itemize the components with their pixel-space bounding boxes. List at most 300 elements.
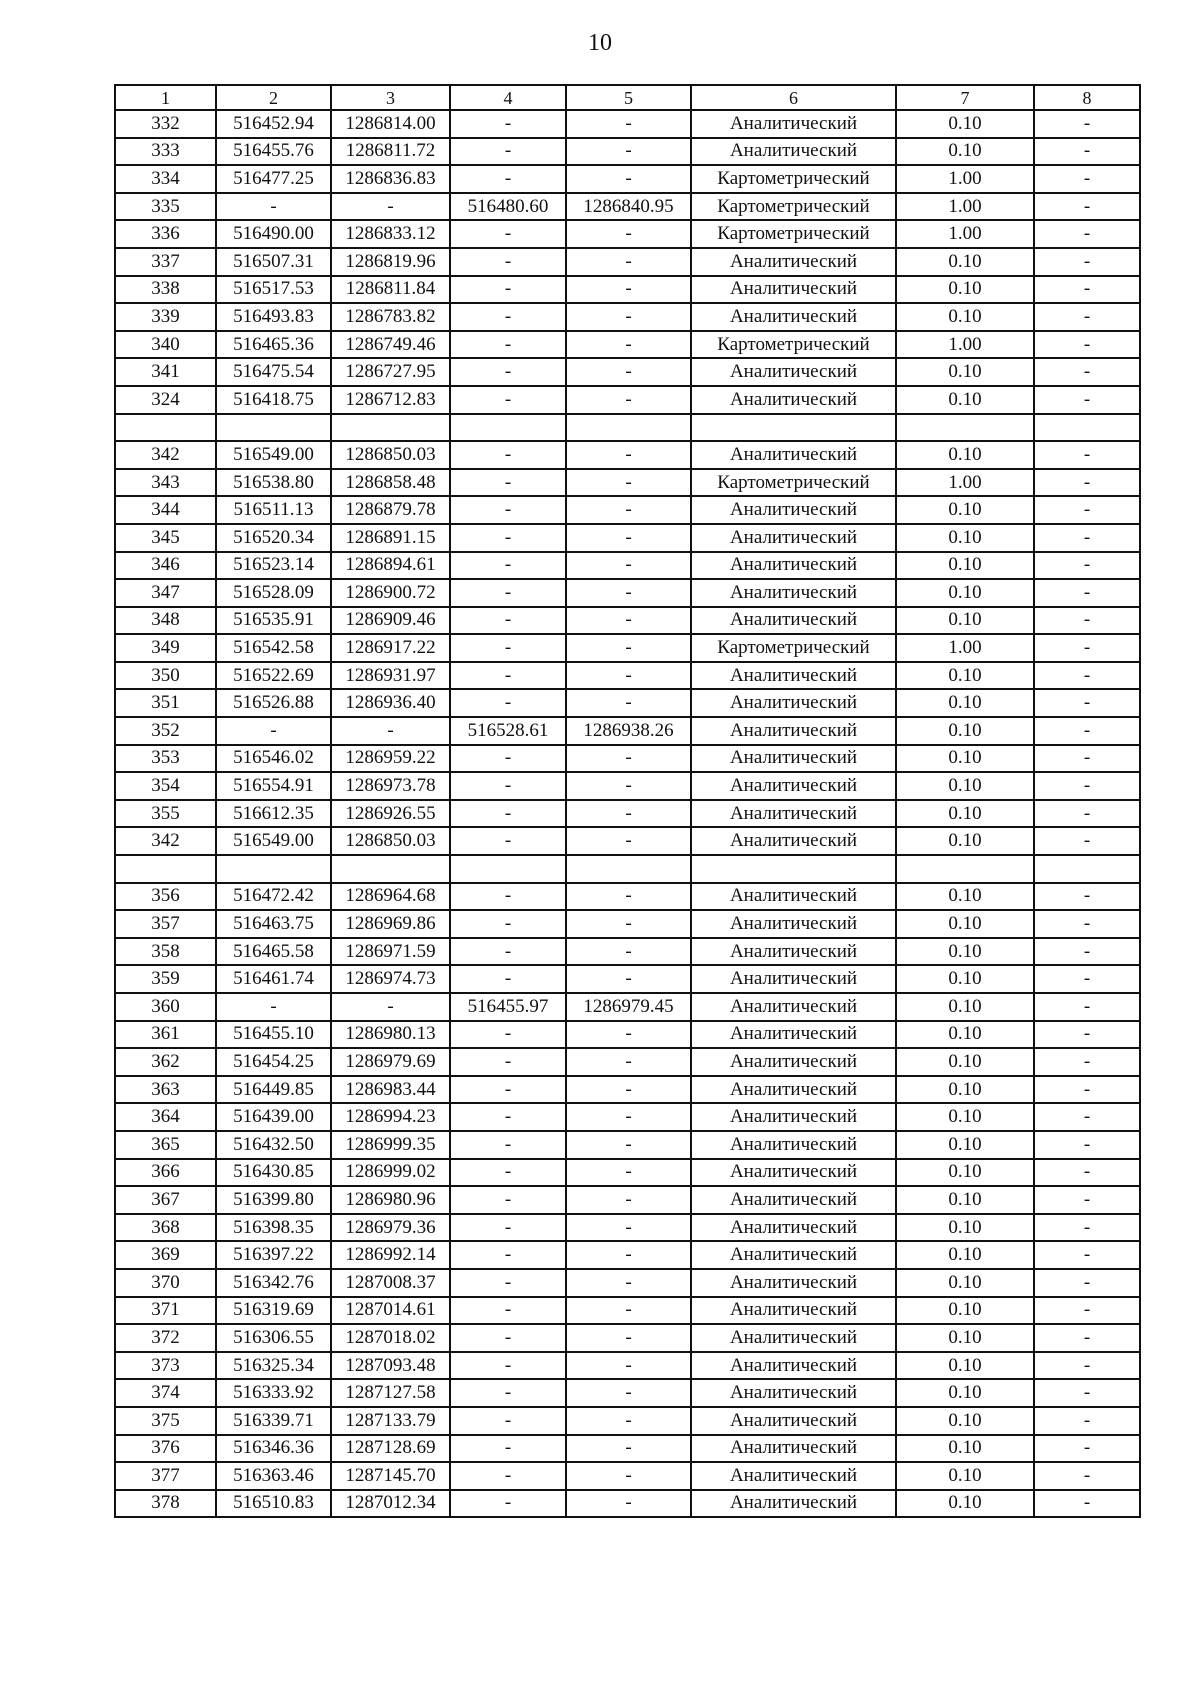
method-cell: Картометрический [691, 165, 896, 193]
x-coordinate-new-cell: - [450, 552, 566, 580]
x-coordinate-new-cell: - [450, 496, 566, 524]
table-row [115, 165, 1140, 193]
x-coordinate-cell: 516455.76 [216, 138, 331, 166]
point-number-cell: 368 [115, 1214, 216, 1242]
x-coordinate-cell: 516522.69 [216, 662, 331, 690]
accuracy-cell: 0.10 [896, 1490, 1034, 1518]
table-row [115, 938, 1140, 966]
note-cell: - [1034, 1076, 1140, 1104]
x-coordinate-cell: 516490.00 [216, 220, 331, 248]
accuracy-cell: 1.00 [896, 634, 1034, 662]
x-coordinate-cell: 516554.91 [216, 772, 331, 800]
point-number-cell: 361 [115, 1021, 216, 1049]
note-cell: - [1034, 1352, 1140, 1380]
y-coordinate-new-cell: - [566, 910, 691, 938]
y-coordinate-cell: 1287093.48 [331, 1352, 450, 1380]
method-cell: Картометрический [691, 634, 896, 662]
x-coordinate-new-cell: - [450, 1379, 566, 1407]
note-cell: - [1034, 110, 1140, 138]
method-cell: Аналитический [691, 358, 896, 386]
x-coordinate-cell: 516528.09 [216, 579, 331, 607]
x-coordinate-new-cell: - [450, 1131, 566, 1159]
y-coordinate-new-cell: - [566, 938, 691, 966]
table-row [115, 220, 1140, 248]
column-header: 1 [115, 85, 216, 110]
x-coordinate-new-cell: 516480.60 [450, 193, 566, 221]
y-coordinate-new-cell: - [566, 441, 691, 469]
y-coordinate-new-cell: - [566, 552, 691, 580]
y-coordinate-new-cell: - [566, 1241, 691, 1269]
note-cell: - [1034, 662, 1140, 690]
accuracy-cell: 0.10 [896, 1214, 1034, 1242]
y-coordinate-new-cell: - [566, 634, 691, 662]
note-cell: - [1034, 689, 1140, 717]
y-coordinate-cell: 1286980.96 [331, 1186, 450, 1214]
note-cell: - [1034, 993, 1140, 1021]
y-coordinate-new-cell: - [566, 1435, 691, 1463]
y-coordinate-cell: 1287133.79 [331, 1407, 450, 1435]
x-coordinate-cell: 516342.76 [216, 1269, 331, 1297]
table-row [115, 579, 1140, 607]
point-number-cell: 366 [115, 1159, 216, 1187]
table-row [115, 1407, 1140, 1435]
y-coordinate-cell: 1286917.22 [331, 634, 450, 662]
x-coordinate-cell: 516333.92 [216, 1379, 331, 1407]
note-cell: - [1034, 717, 1140, 745]
table-row [115, 1214, 1140, 1242]
x-coordinate-cell: 516477.25 [216, 165, 331, 193]
y-coordinate-cell: 1287128.69 [331, 1435, 450, 1463]
method-cell: Аналитический [691, 110, 896, 138]
x-coordinate-new-cell: - [450, 607, 566, 635]
table-row [115, 552, 1140, 580]
accuracy-cell: 0.10 [896, 607, 1034, 635]
table-row [115, 910, 1140, 938]
x-coordinate-cell: 516549.00 [216, 827, 331, 855]
table-row [115, 745, 1140, 773]
point-number-cell: 332 [115, 110, 216, 138]
y-coordinate-new-cell: - [566, 138, 691, 166]
point-number-cell: 357 [115, 910, 216, 938]
x-coordinate-new-cell: - [450, 1048, 566, 1076]
x-coordinate-new-cell: - [450, 1435, 566, 1463]
x-coordinate-new-cell: - [450, 303, 566, 331]
y-coordinate-cell: 1286980.13 [331, 1021, 450, 1049]
method-cell: Аналитический [691, 1407, 896, 1435]
x-coordinate-new-cell: - [450, 524, 566, 552]
y-coordinate-cell: 1286964.68 [331, 883, 450, 911]
y-coordinate-new-cell: - [566, 1021, 691, 1049]
y-coordinate-cell: 1286811.72 [331, 138, 450, 166]
x-coordinate-new-cell: - [450, 827, 566, 855]
note-cell: - [1034, 1379, 1140, 1407]
table-row [115, 800, 1140, 828]
table-row [115, 1269, 1140, 1297]
y-coordinate-cell: 1286749.46 [331, 331, 450, 359]
point-number-cell: 356 [115, 883, 216, 911]
accuracy-cell: 0.10 [896, 1241, 1034, 1269]
x-coordinate-cell: 516507.31 [216, 248, 331, 276]
accuracy-cell: 0.10 [896, 1297, 1034, 1325]
point-number-cell: 370 [115, 1269, 216, 1297]
method-cell: Аналитический [691, 303, 896, 331]
y-coordinate-new-cell: 1286840.95 [566, 193, 691, 221]
accuracy-cell: 0.10 [896, 938, 1034, 966]
table-row [115, 1462, 1140, 1490]
accuracy-cell: 0.10 [896, 552, 1034, 580]
y-coordinate-new-cell: - [566, 248, 691, 276]
x-coordinate-new-cell: - [450, 1269, 566, 1297]
x-coordinate-cell: - [216, 717, 331, 745]
y-coordinate-new-cell: 1286979.45 [566, 993, 691, 1021]
x-coordinate-cell: 516430.85 [216, 1159, 331, 1187]
note-cell: - [1034, 496, 1140, 524]
accuracy-cell: 1.00 [896, 193, 1034, 221]
y-coordinate-cell: 1287008.37 [331, 1269, 450, 1297]
x-coordinate-new-cell: - [450, 1352, 566, 1380]
accuracy-cell: 0.10 [896, 358, 1034, 386]
table-row [115, 662, 1140, 690]
note-cell: - [1034, 883, 1140, 911]
column-header: 7 [896, 85, 1034, 110]
method-cell: Аналитический [691, 1379, 896, 1407]
x-coordinate-cell: 516439.00 [216, 1103, 331, 1131]
point-number-cell: 362 [115, 1048, 216, 1076]
point-number-cell: 352 [115, 717, 216, 745]
x-coordinate-cell: 516399.80 [216, 1186, 331, 1214]
accuracy-cell: 1.00 [896, 165, 1034, 193]
point-number-cell: 336 [115, 220, 216, 248]
table-row [115, 1324, 1140, 1352]
note-cell: - [1034, 1407, 1140, 1435]
accuracy-cell: 0.10 [896, 248, 1034, 276]
point-number-cell: 334 [115, 165, 216, 193]
table-row [115, 827, 1140, 855]
y-coordinate-new-cell: - [566, 1490, 691, 1518]
method-cell: Аналитический [691, 579, 896, 607]
method-cell: Аналитический [691, 965, 896, 993]
method-cell: Аналитический [691, 1131, 896, 1159]
y-coordinate-new-cell: - [566, 607, 691, 635]
note-cell: - [1034, 745, 1140, 773]
note-cell: - [1034, 524, 1140, 552]
note-cell: - [1034, 220, 1140, 248]
x-coordinate-new-cell: - [450, 965, 566, 993]
y-coordinate-new-cell: - [566, 965, 691, 993]
y-coordinate-new-cell: - [566, 1048, 691, 1076]
table-row [115, 303, 1140, 331]
y-coordinate-cell: 1286969.86 [331, 910, 450, 938]
table-row [115, 1076, 1140, 1104]
point-number-cell: 373 [115, 1352, 216, 1380]
note-cell: - [1034, 552, 1140, 580]
y-coordinate-new-cell: - [566, 1159, 691, 1187]
x-coordinate-new-cell: - [450, 1462, 566, 1490]
point-number-cell: 372 [115, 1324, 216, 1352]
accuracy-cell: 0.10 [896, 1269, 1034, 1297]
accuracy-cell: 1.00 [896, 220, 1034, 248]
x-coordinate-new-cell: - [450, 745, 566, 773]
point-number-cell: 351 [115, 689, 216, 717]
method-cell: Аналитический [691, 993, 896, 1021]
method-cell: Аналитический [691, 386, 896, 414]
x-coordinate-cell: 516612.35 [216, 800, 331, 828]
x-coordinate-new-cell: - [450, 1186, 566, 1214]
point-number-cell: 345 [115, 524, 216, 552]
header-row [115, 85, 1140, 110]
x-coordinate-new-cell: 516455.97 [450, 993, 566, 1021]
x-coordinate-new-cell [450, 855, 566, 883]
y-coordinate-cell: 1287014.61 [331, 1297, 450, 1325]
method-cell: Аналитический [691, 248, 896, 276]
accuracy-cell [896, 855, 1034, 883]
y-coordinate-new-cell: - [566, 745, 691, 773]
y-coordinate-cell: 1286858.48 [331, 469, 450, 497]
point-number-cell: 341 [115, 358, 216, 386]
x-coordinate-new-cell: - [450, 634, 566, 662]
point-number-cell: 378 [115, 1490, 216, 1518]
x-coordinate-new-cell [450, 414, 566, 442]
y-coordinate-new-cell: - [566, 1407, 691, 1435]
table-row [115, 772, 1140, 800]
point-number-cell: 349 [115, 634, 216, 662]
table-row [115, 1103, 1140, 1131]
method-cell: Аналитический [691, 1103, 896, 1131]
y-coordinate-new-cell: - [566, 165, 691, 193]
y-coordinate-new-cell: - [566, 331, 691, 359]
x-coordinate-new-cell: - [450, 689, 566, 717]
method-cell: Аналитический [691, 552, 896, 580]
x-coordinate-cell: 516517.53 [216, 276, 331, 304]
y-coordinate-new-cell: - [566, 1269, 691, 1297]
x-coordinate-cell: 516493.83 [216, 303, 331, 331]
y-coordinate-new-cell: - [566, 303, 691, 331]
x-coordinate-new-cell: - [450, 1214, 566, 1242]
note-cell: - [1034, 910, 1140, 938]
x-coordinate-cell: 516523.14 [216, 552, 331, 580]
note-cell: - [1034, 248, 1140, 276]
y-coordinate-cell: 1286983.44 [331, 1076, 450, 1104]
note-cell [1034, 414, 1140, 442]
x-coordinate-new-cell: - [450, 358, 566, 386]
note-cell: - [1034, 1048, 1140, 1076]
accuracy-cell: 0.10 [896, 1103, 1034, 1131]
y-coordinate-cell: 1287127.58 [331, 1379, 450, 1407]
accuracy-cell: 0.10 [896, 138, 1034, 166]
x-coordinate-new-cell: - [450, 441, 566, 469]
point-number-cell: 337 [115, 248, 216, 276]
table-row [115, 276, 1140, 304]
y-coordinate-cell: 1286931.97 [331, 662, 450, 690]
x-coordinate-new-cell: 516528.61 [450, 717, 566, 745]
column-header: 2 [216, 85, 331, 110]
y-coordinate-new-cell: - [566, 579, 691, 607]
y-coordinate-new-cell: - [566, 883, 691, 911]
point-number-cell: 339 [115, 303, 216, 331]
point-number-cell: 348 [115, 607, 216, 635]
method-cell: Аналитический [691, 1352, 896, 1380]
point-number-cell: 344 [115, 496, 216, 524]
point-number-cell: 350 [115, 662, 216, 690]
x-coordinate-new-cell: - [450, 110, 566, 138]
x-coordinate-new-cell: - [450, 1324, 566, 1352]
x-coordinate-new-cell: - [450, 220, 566, 248]
accuracy-cell: 0.10 [896, 965, 1034, 993]
y-coordinate-cell: 1286959.22 [331, 745, 450, 773]
method-cell: Аналитический [691, 1269, 896, 1297]
x-coordinate-new-cell: - [450, 1241, 566, 1269]
accuracy-cell: 0.10 [896, 441, 1034, 469]
x-coordinate-new-cell: - [450, 165, 566, 193]
note-cell: - [1034, 1186, 1140, 1214]
note-cell: - [1034, 1324, 1140, 1352]
method-cell: Аналитический [691, 910, 896, 938]
table-row [115, 248, 1140, 276]
method-cell: Аналитический [691, 1297, 896, 1325]
y-coordinate-new-cell: - [566, 772, 691, 800]
y-coordinate-cell: - [331, 193, 450, 221]
y-coordinate-cell [331, 414, 450, 442]
x-coordinate-new-cell: - [450, 1490, 566, 1518]
x-coordinate-cell: 516397.22 [216, 1241, 331, 1269]
method-cell: Аналитический [691, 1324, 896, 1352]
table-row [115, 634, 1140, 662]
y-coordinate-cell: 1286974.73 [331, 965, 450, 993]
table-row [115, 1435, 1140, 1463]
method-cell: Аналитический [691, 1076, 896, 1104]
x-coordinate-cell: 516319.69 [216, 1297, 331, 1325]
table-row [115, 1131, 1140, 1159]
x-coordinate-cell: 516511.13 [216, 496, 331, 524]
y-coordinate-cell: 1287145.70 [331, 1462, 450, 1490]
method-cell: Аналитический [691, 1435, 896, 1463]
accuracy-cell: 0.10 [896, 993, 1034, 1021]
accuracy-cell [896, 414, 1034, 442]
x-coordinate-new-cell: - [450, 938, 566, 966]
x-coordinate-cell: 516363.46 [216, 1462, 331, 1490]
point-number-cell: 377 [115, 1462, 216, 1490]
y-coordinate-cell: 1286971.59 [331, 938, 450, 966]
y-coordinate-cell: 1286891.15 [331, 524, 450, 552]
y-coordinate-cell: 1287012.34 [331, 1490, 450, 1518]
point-number-cell: 363 [115, 1076, 216, 1104]
x-coordinate-cell: 516535.91 [216, 607, 331, 635]
table-row [115, 358, 1140, 386]
note-cell: - [1034, 634, 1140, 662]
x-coordinate-new-cell: - [450, 331, 566, 359]
y-coordinate-new-cell: - [566, 827, 691, 855]
note-cell: - [1034, 331, 1140, 359]
y-coordinate-cell: 1286836.83 [331, 165, 450, 193]
x-coordinate-new-cell: - [450, 662, 566, 690]
method-cell: Аналитический [691, 883, 896, 911]
y-coordinate-cell [331, 855, 450, 883]
table-row [115, 965, 1140, 993]
method-cell: Аналитический [691, 1021, 896, 1049]
method-cell: Аналитический [691, 662, 896, 690]
x-coordinate-new-cell: - [450, 386, 566, 414]
method-cell: Аналитический [691, 717, 896, 745]
y-coordinate-new-cell: - [566, 524, 691, 552]
accuracy-cell: 0.10 [896, 303, 1034, 331]
point-number-cell: 353 [115, 745, 216, 773]
point-number-cell: 324 [115, 386, 216, 414]
column-header: 6 [691, 85, 896, 110]
table-row [115, 1490, 1140, 1518]
accuracy-cell: 0.10 [896, 110, 1034, 138]
x-coordinate-cell: 516549.00 [216, 441, 331, 469]
x-coordinate-cell: 516452.94 [216, 110, 331, 138]
accuracy-cell: 0.10 [896, 1379, 1034, 1407]
method-cell: Аналитический [691, 938, 896, 966]
accuracy-cell: 0.10 [896, 800, 1034, 828]
x-coordinate-new-cell: - [450, 248, 566, 276]
point-number-cell: 338 [115, 276, 216, 304]
x-coordinate-new-cell: - [450, 469, 566, 497]
coordinates-table [114, 84, 1141, 1518]
note-cell: - [1034, 469, 1140, 497]
table-row [115, 110, 1140, 138]
y-coordinate-cell: - [331, 993, 450, 1021]
y-coordinate-new-cell: - [566, 496, 691, 524]
y-coordinate-new-cell: - [566, 662, 691, 690]
note-cell: - [1034, 965, 1140, 993]
y-coordinate-cell: 1286783.82 [331, 303, 450, 331]
accuracy-cell: 0.10 [896, 772, 1034, 800]
x-coordinate-cell: 516449.85 [216, 1076, 331, 1104]
note-cell: - [1034, 800, 1140, 828]
note-cell: - [1034, 276, 1140, 304]
x-coordinate-new-cell: - [450, 772, 566, 800]
table-row [115, 883, 1140, 911]
x-coordinate-new-cell: - [450, 1021, 566, 1049]
point-number-cell: 342 [115, 441, 216, 469]
column-header: 3 [331, 85, 450, 110]
y-coordinate-new-cell: - [566, 110, 691, 138]
method-cell: Аналитический [691, 1241, 896, 1269]
x-coordinate-cell: 516538.80 [216, 469, 331, 497]
point-number-cell: 346 [115, 552, 216, 580]
y-coordinate-cell: 1286973.78 [331, 772, 450, 800]
accuracy-cell: 0.10 [896, 717, 1034, 745]
y-coordinate-cell: 1286936.40 [331, 689, 450, 717]
y-coordinate-new-cell: - [566, 1131, 691, 1159]
x-coordinate-new-cell: - [450, 910, 566, 938]
note-cell: - [1034, 1131, 1140, 1159]
note-cell: - [1034, 1021, 1140, 1049]
accuracy-cell: 0.10 [896, 662, 1034, 690]
note-cell: - [1034, 1297, 1140, 1325]
note-cell: - [1034, 165, 1140, 193]
point-number-cell: 342 [115, 827, 216, 855]
x-coordinate-new-cell: - [450, 800, 566, 828]
note-cell: - [1034, 827, 1140, 855]
y-coordinate-new-cell: - [566, 220, 691, 248]
method-cell: Картометрический [691, 193, 896, 221]
method-cell: Аналитический [691, 441, 896, 469]
point-number-cell: 364 [115, 1103, 216, 1131]
table-row [115, 1352, 1140, 1380]
x-coordinate-cell: 516306.55 [216, 1324, 331, 1352]
y-coordinate-new-cell: 1286938.26 [566, 717, 691, 745]
x-coordinate-new-cell: - [450, 1103, 566, 1131]
page-number: 10 [588, 30, 612, 56]
y-coordinate-cell: 1286814.00 [331, 110, 450, 138]
table-row [115, 331, 1140, 359]
x-coordinate-cell: 516418.75 [216, 386, 331, 414]
y-coordinate-new-cell [566, 414, 691, 442]
y-coordinate-cell: 1286926.55 [331, 800, 450, 828]
